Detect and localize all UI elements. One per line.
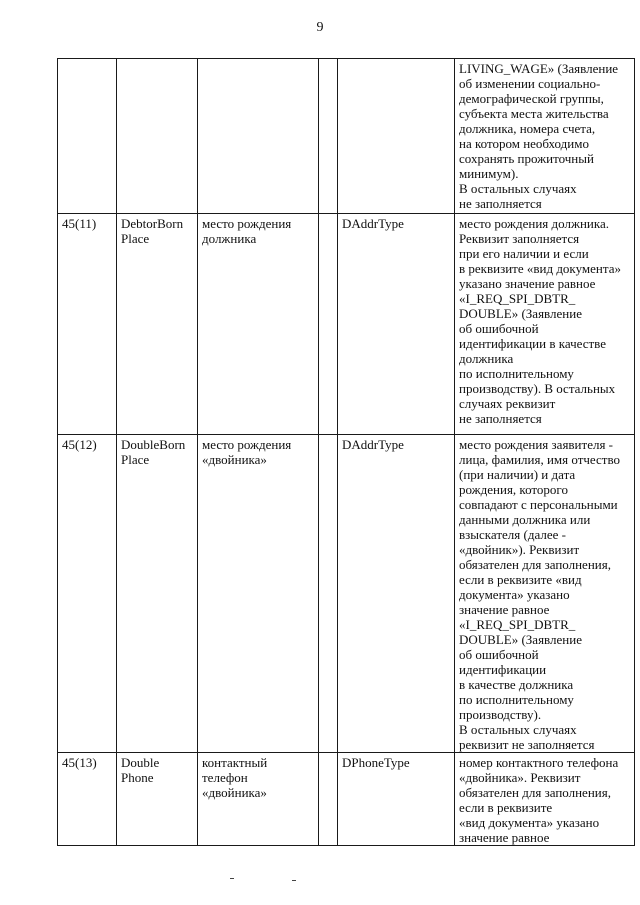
- cell-note: [455, 435, 635, 753]
- cell-type: DAddrType: [338, 435, 455, 753]
- cell-note-line: обязателен для заполнения,: [459, 785, 611, 800]
- requisites-table: [57, 58, 635, 846]
- cell-type: DAddrType: [338, 214, 455, 435]
- cell-note-line: производству).: [459, 707, 542, 722]
- cell-number: 45(12): [58, 435, 117, 753]
- cell-note: [455, 59, 635, 214]
- cell-note-line: если в реквизите: [459, 800, 553, 815]
- cell-description: [198, 214, 319, 435]
- cell-note-line: по исполнительному: [459, 692, 574, 707]
- cell-required-flag: [319, 753, 338, 846]
- cell-note-line: «двойник»). Реквизит: [459, 542, 580, 557]
- table-row: [58, 435, 635, 753]
- cell-note-line: об ошибочной: [459, 321, 539, 336]
- cell-note-line: реквизит не заполняется: [459, 737, 595, 752]
- cell-note-line: субъекта места жительства: [459, 106, 609, 121]
- cell-note-line: значение равное: [459, 830, 550, 845]
- cell-note: [455, 214, 635, 435]
- cell-note-line: лица, фамилия, имя отчество: [459, 452, 621, 467]
- cell-required-flag: [319, 214, 338, 435]
- cell-note-line: рождения, которого: [459, 482, 568, 497]
- cell-note-line: номер контактного телефона: [459, 755, 619, 770]
- cell-note-line: место рождения заявителя -: [459, 437, 614, 452]
- cell-note-line: документа» указано: [459, 587, 570, 602]
- cell-field-name: [117, 214, 198, 435]
- cell-note-line: DOUBLE» (Заявление: [459, 306, 582, 321]
- cell-field-name: [117, 59, 198, 214]
- cell-description: [198, 59, 319, 214]
- cell-note-line: «I_REQ_SPI_DBTR_: [459, 291, 576, 306]
- cell-field-name-line: Place: [121, 231, 150, 246]
- cell-note-line: демографической группы,: [459, 91, 604, 106]
- page-number: 9: [316, 20, 324, 35]
- cell-note-line: по исполнительному: [459, 366, 574, 381]
- cell-note-line: не заполняется: [459, 411, 542, 426]
- cell-note-line: взыскателя (далее -: [459, 527, 566, 542]
- cell-note-line: на котором необходимо: [459, 136, 589, 151]
- cell-note-line: идентификации в качестве: [459, 336, 606, 351]
- cell-note-line: в качестве должника: [459, 677, 574, 692]
- cell-field-name-line: Phone: [121, 770, 154, 785]
- cell-note-line: В остальных случаях: [459, 722, 577, 737]
- cell-note-line: производству). В остальных: [459, 381, 616, 396]
- table-row: [58, 59, 635, 214]
- cell-number: 45(13): [58, 753, 117, 846]
- cell-field-name-line: DoubleBorn: [121, 437, 186, 452]
- cell-note-line: об изменении социально-: [459, 76, 601, 91]
- table-row: [58, 214, 635, 435]
- cell-description: [198, 753, 319, 846]
- cell-note-line: идентификации: [459, 662, 547, 677]
- cell-type: [338, 59, 455, 214]
- cell-description-line: контактный: [202, 755, 268, 770]
- cell-field-name-line: Place: [121, 452, 150, 467]
- cell-note-line: об ошибочной: [459, 647, 539, 662]
- cell-description-line: «двойника»: [202, 785, 267, 800]
- table-row: [58, 753, 635, 846]
- cell-field-name-line: DebtorBorn: [121, 216, 184, 231]
- cell-note-line: сохранять прожиточный: [459, 151, 594, 166]
- cell-description-line: телефон: [202, 770, 248, 785]
- cell-note-line: DOUBLE» (Заявление: [459, 632, 582, 647]
- cell-note-line: при его наличии и если: [459, 246, 589, 261]
- cell-note-line: в реквизите «вид документа»: [459, 261, 621, 276]
- cell-note-line: случаях реквизит: [459, 396, 556, 411]
- cell-note-line: совпадают с персональными: [459, 497, 618, 512]
- cell-required-flag: [319, 59, 338, 214]
- cell-field-name: [117, 435, 198, 753]
- scan-marks: [230, 874, 320, 884]
- cell-note: [455, 753, 635, 846]
- cell-note-line: обязателен для заполнения,: [459, 557, 611, 572]
- cell-note-line: должника, номера счета,: [459, 121, 596, 136]
- cell-note-line: (при наличии) и дата: [459, 467, 576, 482]
- cell-description-line: место рождения: [202, 216, 292, 231]
- cell-note-line: «двойника». Реквизит: [459, 770, 581, 785]
- cell-note-line: минимум).: [459, 166, 519, 181]
- cell-note-line: данными должника или: [459, 512, 591, 527]
- cell-note-line: указано значение равное: [459, 276, 596, 291]
- cell-note-line: В остальных случаях: [459, 181, 577, 196]
- cell-description-line: должника: [202, 231, 257, 246]
- cell-note-line: если в реквизите «вид: [459, 572, 582, 587]
- cell-required-flag: [319, 435, 338, 753]
- cell-note-line: должника: [459, 351, 514, 366]
- cell-number: [58, 59, 117, 214]
- cell-type: DPhoneType: [338, 753, 455, 846]
- cell-note-line: LIVING_WAGE» (Заявление: [459, 61, 619, 76]
- cell-note-line: Реквизит заполняется: [459, 231, 580, 246]
- cell-number: 45(11): [58, 214, 117, 435]
- cell-description-line: место рождения: [202, 437, 292, 452]
- cell-description: [198, 435, 319, 753]
- cell-note-line: значение равное: [459, 602, 550, 617]
- cell-note-line: «вид документа» указано: [459, 815, 600, 830]
- cell-note-line: место рождения должника.: [459, 216, 610, 231]
- cell-field-name: [117, 753, 198, 846]
- cell-note-line: «I_REQ_SPI_DBTR_: [459, 617, 576, 632]
- cell-description-line: «двойника»: [202, 452, 267, 467]
- cell-note-line: не заполняется: [459, 196, 542, 211]
- cell-field-name-line: Double: [121, 755, 160, 770]
